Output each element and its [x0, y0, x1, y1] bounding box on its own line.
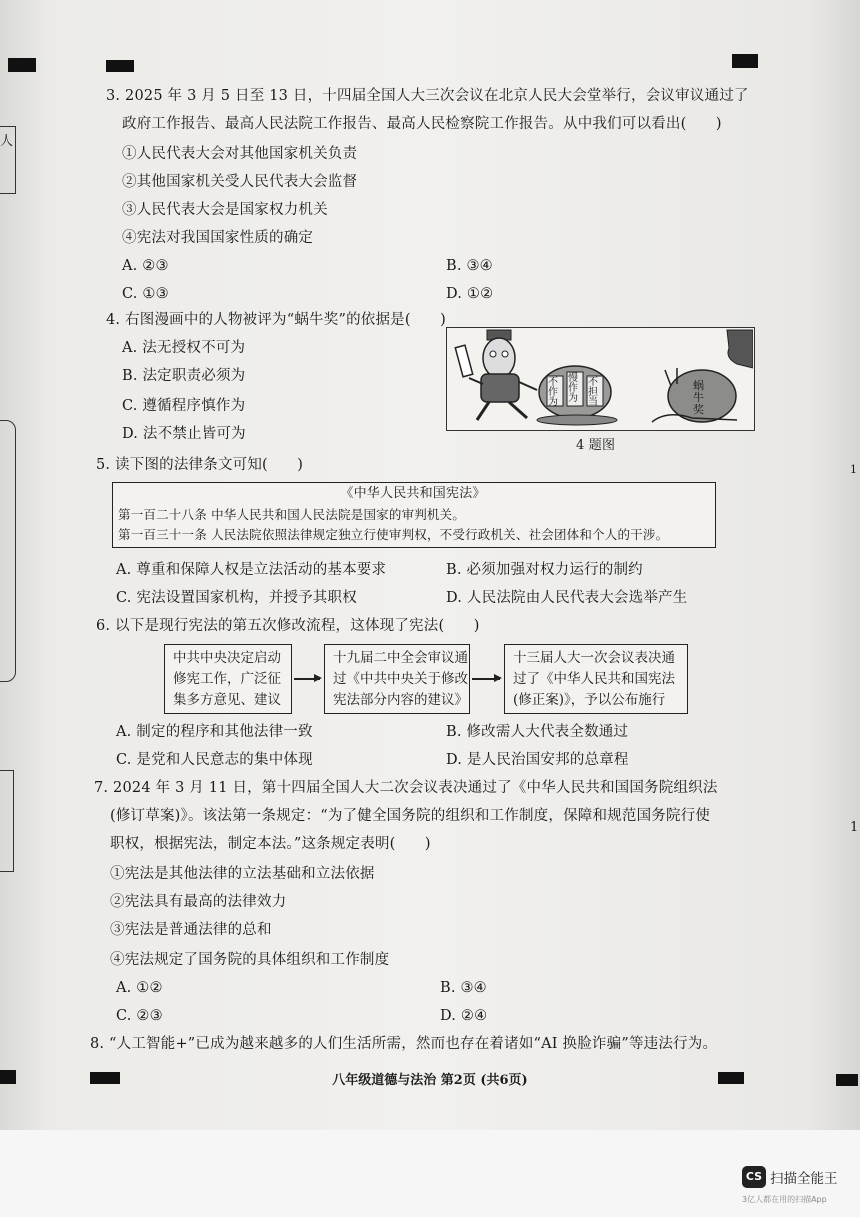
flow-line: 过了《中华人民共和国宪法 [513, 671, 675, 687]
left-margin-char: 人 [0, 134, 14, 149]
q3-stem-line1: 3. 2025 年 3 月 5 日至 13 日，十四届全国人大三次会议在北京人民大会堂举行，会议审议通过了 [106, 88, 749, 104]
q5-option-d: D. 人民法院由人民代表大会选举产生 [446, 590, 688, 606]
cartoon-label: 蜗牛奖 [693, 379, 705, 416]
flow-line: 十三届人大一次会议表决通 [513, 650, 675, 666]
snail-award-cartoon [446, 327, 755, 431]
flow-line: 修宪工作，广泛征 [173, 671, 281, 687]
flow-arrow [294, 678, 320, 680]
q6-flow-step-1 [164, 644, 292, 714]
q7-item-1: ①宪法是其他法律的立法基础和立法依据 [110, 866, 375, 882]
q7-item-2: ②宪法具有最高的法律效力 [110, 894, 287, 910]
q3-stem-line2: 政府工作报告、最高人民法院工作报告、最高人民检察院工作报告。从中我们可以看出( ) [122, 116, 722, 132]
right-margin-char: 1 [850, 463, 858, 476]
q6-option-c: C. 是党和人民意志的集中体现 [116, 752, 313, 768]
q6-option-a: A. 制定的程序和其他法律一致 [116, 724, 313, 740]
page-footer: 八年级道德与法治 第2页 (共6页) [332, 1073, 528, 1088]
q8-stem: 8. “人工智能+”已成为越来越多的人们生活所需，然而也存在着诸如“AI 换脸诈骗”等违法行为。 [90, 1036, 718, 1052]
q7-option-b: B. ③④ [440, 980, 487, 996]
q6-flow-step-3 [504, 644, 688, 714]
q7-stem-line3: 职权，根据宪法，制定本法。”这条规定表明( ) [110, 836, 431, 852]
flow-line: (修正案)》，予以公布施行 [513, 692, 666, 708]
q3-option-c: C. ①③ [122, 286, 169, 302]
q5-box-line2: 第一百三十一条 人民法院依照法律规定独立行使审判权，不受行政机关、社会团体和个人的干涉。 [118, 527, 669, 542]
q5-option-c: C. 宪法设置国家机构，并授予其职权 [116, 590, 357, 606]
flow-line: 过《中共中央关于修改 [333, 671, 468, 687]
cartoon-label: 不担当 [588, 377, 599, 408]
app-tagline: 3亿人都在用的扫描App [742, 1195, 827, 1204]
q6-option-d: D. 是人民治国安邦的总章程 [446, 752, 629, 768]
q4-stem: 4. 右图漫画中的人物被评为“蜗牛奖”的依据是( ) [106, 312, 446, 328]
q3-option-d: D. ①② [446, 286, 494, 302]
app-name: 扫描全能王 [770, 1171, 838, 1187]
q7-option-d: D. ②④ [440, 1008, 488, 1024]
flow-line: 十九届二中全会审议通 [333, 650, 468, 666]
left-margin-box [0, 770, 14, 872]
right-margin-char: 1 [850, 820, 859, 835]
flow-line: 中共中央决定启动 [173, 650, 281, 666]
q4-option-d: D. 法不禁止皆可为 [122, 426, 246, 442]
flow-line: 宪法部分内容的建议》 [333, 692, 468, 708]
q7-option-c: C. ②③ [116, 1008, 163, 1024]
q5-option-b: B. 必须加强对权力运行的制约 [446, 562, 643, 578]
cartoon-illustration [447, 328, 753, 429]
q3-item-2: ②其他国家机关受人民代表大会监督 [122, 174, 358, 190]
q4-option-a: A. 法无授权不可为 [122, 340, 246, 356]
q4-figure-caption: 4 题图 [576, 438, 616, 453]
q3-item-4: ④宪法对我国国家性质的确定 [122, 230, 314, 246]
app-badge-icon: CS [742, 1166, 766, 1188]
q4-option-c: C. 遵循程序慎作为 [122, 398, 246, 414]
q3-item-3: ③人民代表大会是国家权力机关 [122, 202, 328, 218]
q7-stem-line2: (修订草案)》。该法第一条规定：“为了健全国务院的组织和工作制度，保障和规范国务院行使 [110, 808, 711, 824]
q5-box-title: 《中华人民共和国宪法》 [340, 486, 486, 501]
q7-item-3: ③宪法是普通法律的总和 [110, 922, 272, 938]
flow-arrow [472, 678, 500, 680]
flow-line: 集多方意见、建议 [173, 692, 281, 708]
registration-mark [8, 58, 36, 72]
q5-box-line1: 第一百二十八条 中华人民共和国人民法院是国家的审判机关。 [118, 507, 466, 522]
q5-stem: 5. 读下图的法律条文可知( ) [96, 457, 304, 473]
left-margin-box [0, 420, 16, 682]
cartoon-label: 不作为 [548, 377, 559, 408]
cartoon-label: 慢作为 [568, 373, 579, 404]
registration-mark [106, 60, 134, 72]
q6-option-b: B. 修改需人大代表全数通过 [446, 724, 629, 740]
q3-option-a: A. ②③ [122, 258, 169, 274]
q6-stem: 6. 以下是现行宪法的第五次修改流程，这体现了宪法( ) [96, 618, 480, 634]
registration-mark [732, 54, 758, 68]
q4-option-b: B. 法定职责必须为 [122, 368, 246, 384]
q7-stem-line1: 7. 2024 年 3 月 11 日，第十四届全国人大二次会议表决通过了《中华人民共和国国务院组织法 [94, 780, 718, 796]
q3-item-1: ①人民代表大会对其他国家机关负责 [122, 146, 358, 162]
q6-flow-step-2 [324, 644, 470, 714]
q5-option-a: A. 尊重和保障人权是立法活动的基本要求 [116, 562, 387, 578]
q3-option-b: B. ③④ [446, 258, 493, 274]
q7-item-4: ④宪法规定了国务院的具体组织和工作制度 [110, 952, 390, 968]
q7-option-a: A. ①② [116, 980, 163, 996]
